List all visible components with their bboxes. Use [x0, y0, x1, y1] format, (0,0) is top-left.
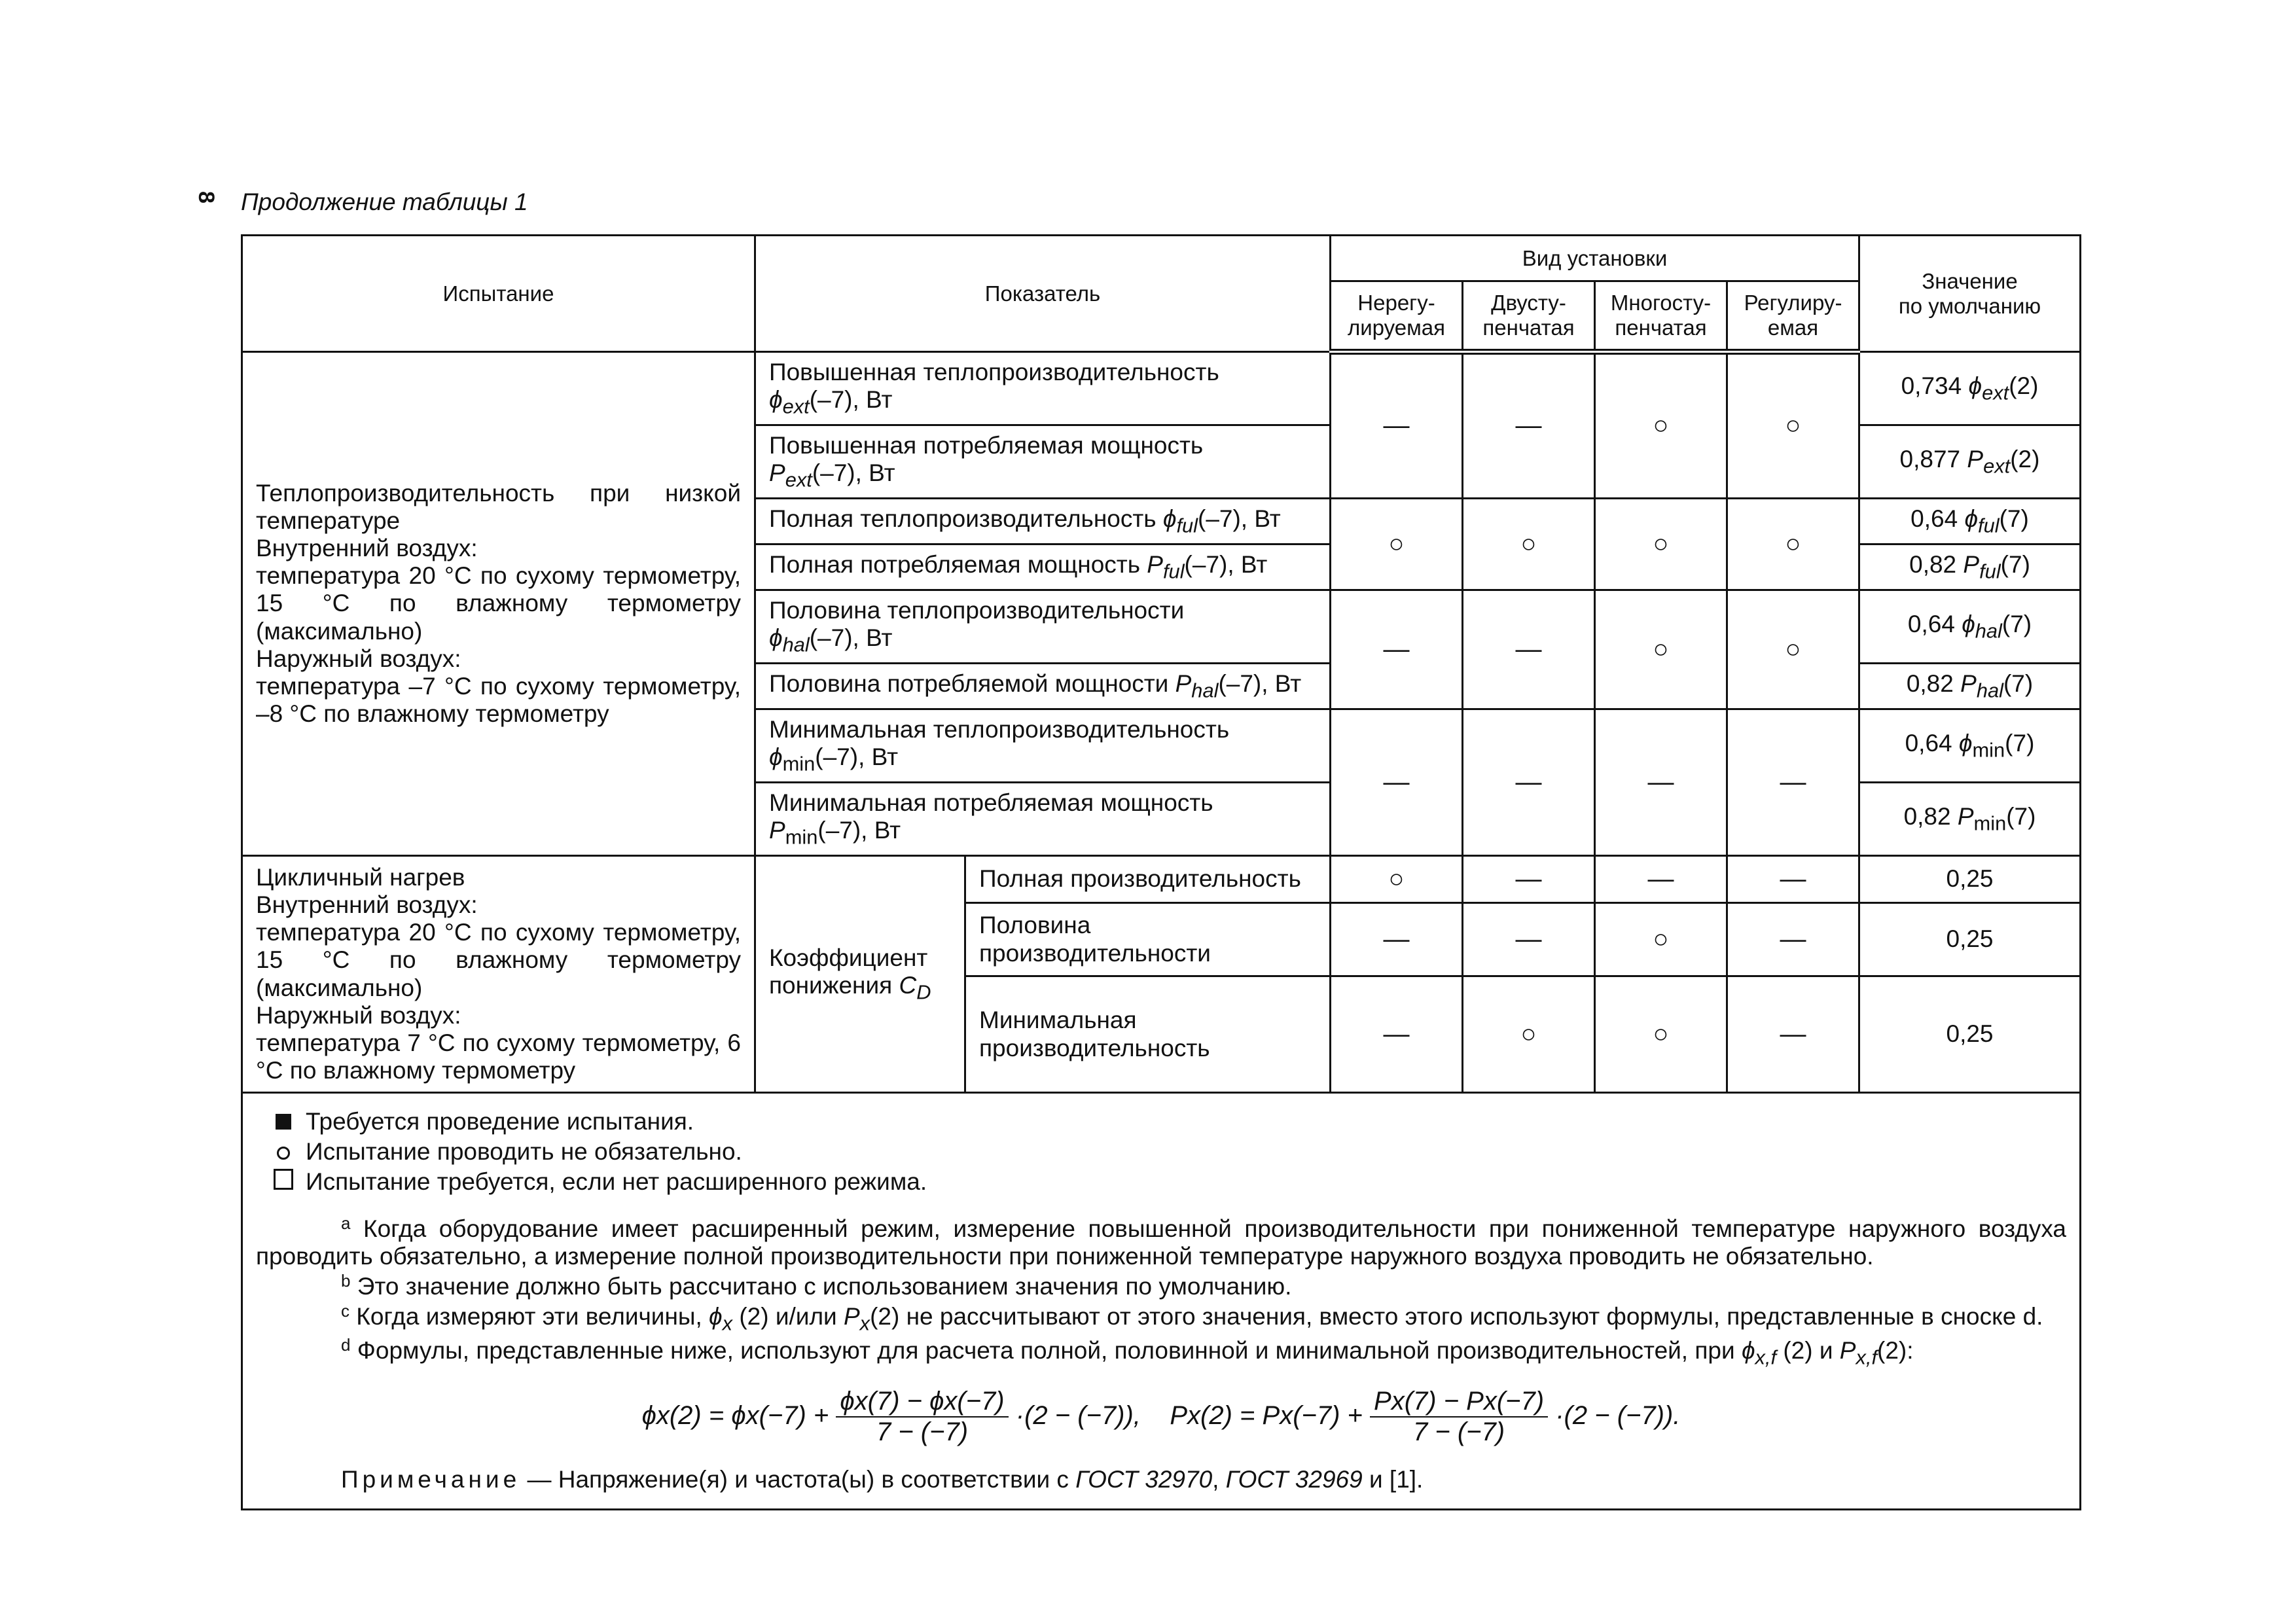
mark-cell: —	[1463, 590, 1595, 709]
mark-cell: ○	[1595, 499, 1727, 590]
mark-cell: —	[1463, 709, 1595, 856]
default-value: 0,25	[1859, 903, 2081, 976]
indicator-row: Минимальная теплопроизводительность $\phi_{min}(-7)$, Вт	[755, 709, 1331, 783]
mark-cell: —	[1463, 352, 1595, 499]
page-number: 8	[193, 191, 219, 204]
default-value: 0,877 $P_{ext}(2)$	[1859, 425, 2081, 499]
mark-cell: ○	[1463, 976, 1595, 1093]
default-value: 0,82 $P_{min}(7)$	[1859, 783, 2081, 856]
legend-item: Испытание требуется, если нет расширенного режима.	[270, 1168, 2066, 1196]
mark-cell: —	[1727, 709, 1859, 856]
mark-cell: —	[1595, 856, 1727, 903]
mark-cell: —	[1463, 903, 1595, 976]
filled-square-icon	[276, 1114, 291, 1130]
mark-cell: —	[1331, 352, 1463, 499]
open-square-icon	[274, 1169, 293, 1190]
header-indicator: Показатель	[755, 236, 1331, 352]
table-note: Примечание — Напряжение(я) и частота(ы) в соответствии с ГОСТ 32970, ГОСТ 32969 и [1].	[341, 1465, 1424, 1493]
default-value: 0,82 $P_{hal}(7)$	[1859, 664, 2081, 709]
footnote-c: $^c$ Когда измеряют эти величины, $\phi_x$ (2) и/или $P_x(2)$ не рассчитывают от этого значения, вместо этого используют формулы, представленные в сноске d.	[341, 1301, 2043, 1335]
default-value: 0,734 $\phi_{ext}(2)$	[1859, 352, 2081, 425]
indicator-row: Половина производительности	[965, 903, 1331, 976]
indicator-row: Полная потребляемая мощность $P_{ful}(-7)$, Вт	[755, 544, 1331, 590]
table-caption: Продолжение таблицы 1	[241, 188, 528, 215]
mark-cell: ○	[1595, 352, 1727, 499]
mark-cell: ○	[1463, 499, 1595, 590]
mark-cell: ○	[1727, 352, 1859, 499]
table-footer	[242, 1093, 2081, 1510]
data-table	[241, 234, 2081, 1510]
footnote-a: $^a$ Когда оборудование имеет расширенный режим, измерение повышенной производительности при пониженной температуре наружного воздуха проводить обязательно, а измерение полной производительности при пониженной температуре наружного воздуха проводить не обязательно.	[256, 1213, 2067, 1270]
mark-cell: —	[1595, 709, 1727, 856]
test-cyclic-heating: Цикличный нагрев Внутренний воздух: температура 20 °С по сухому термометру, 15 °С по влажному термометру (максимально) Наружный воздух: температура 7 °С по сухому термометру, 6 °С по влажному термометру	[242, 856, 755, 1093]
mark-cell: —	[1331, 903, 1463, 976]
circle-icon	[277, 1147, 290, 1160]
test-low-temp-heating: Теплопроизводительность при низкой температуре Внутренний воздух: температура 20 °С по сухому термометру, 15 °С по влажному термометру (максимально) Наружный воздух: температура –7 °С по сухому термометру, –8 °С по влажному термометру	[242, 352, 755, 856]
default-value: 0,25	[1859, 856, 2081, 903]
formula: ϕx(2) = ϕx(−7) + $\frac{\phi x(7) - \phi x(-7)}{7 - (-7)}$ ·(2 − (−7)), Px(2) = Px(−7) + $\frac{Px(7) - Px(-7)}{7 - (-7)}$ ·(2 − (−7)).	[641, 1386, 1681, 1447]
indicator-row: Повышенная теплопроизводительность $\phi_{ext}(-7)$, Вт	[755, 352, 1331, 425]
indicator-row: Полная производительность	[965, 856, 1331, 903]
legend-item: Требуется проведение испытания.	[270, 1108, 2066, 1135]
default-value: 0,64 $\phi_{hal}(7)$	[1859, 590, 2081, 664]
default-value: 0,64 $\phi_{min}(7)$	[1859, 709, 2081, 783]
header-test: Испытание	[242, 236, 755, 352]
mark-cell: ○	[1595, 590, 1727, 709]
mark-cell: —	[1727, 903, 1859, 976]
coefficient-label: Коэффициент понижения $C_D$	[755, 856, 965, 1093]
mark-cell: —	[1331, 590, 1463, 709]
indicator-row: Минимальная потребляемая мощность $P_{min}(-7)$, Вт	[755, 783, 1331, 856]
mark-cell: ○	[1727, 499, 1859, 590]
header-two-stage: Двусту- пенчатая	[1463, 281, 1595, 352]
mark-cell: ○	[1331, 499, 1463, 590]
footnote-d: $^d$ Формулы, представленные ниже, используют для расчета полной, половинной и минимальной производительностей, при $\phi_{x,f}$ (2) и $P_{x,f}(2)$:	[341, 1335, 1914, 1369]
footnote-b: $^b$ Это значение должно быть рассчитано с использованием значения по умолчанию.	[341, 1271, 1292, 1300]
mark-cell: ○	[1595, 976, 1727, 1093]
default-value: 0,25	[1859, 976, 2081, 1093]
mark-cell: ○	[1595, 903, 1727, 976]
indicator-row: Минимальная производительность	[965, 976, 1331, 1093]
mark-cell: —	[1331, 709, 1463, 856]
default-value: 0,82 $P_{ful}(7)$	[1859, 544, 2081, 590]
default-value: 0,64 $\phi_{ful}(7)$	[1859, 499, 2081, 544]
mark-cell: ○	[1727, 590, 1859, 709]
header-default: Значение по умолчанию	[1859, 236, 2081, 352]
header-multi-stage: Многосту- пенчатая	[1595, 281, 1727, 352]
indicator-row: Повышенная потребляемая мощность $P_{ext}(-7)$, Вт	[755, 425, 1331, 499]
mark-cell: ○	[1331, 856, 1463, 903]
indicator-row: Полная теплопроизводительность $\phi_{ful}(-7)$, Вт	[755, 499, 1331, 544]
header-install-type: Вид установки	[1331, 236, 1859, 281]
header-regulated: Регулиру- емая	[1727, 281, 1859, 352]
header-unregulated: Нерегу- лируемая	[1331, 281, 1463, 352]
mark-cell: —	[1463, 856, 1595, 903]
indicator-row: Половина потребляемой мощности $P_{hal}(-7)$, Вт	[755, 664, 1331, 709]
legend-item: Испытание проводить не обязательно.	[270, 1138, 2066, 1166]
mark-cell: —	[1331, 976, 1463, 1093]
indicator-row: Половина теплопроизводительности $\phi_{hal}(-7)$, Вт	[755, 590, 1331, 664]
mark-cell: —	[1727, 976, 1859, 1093]
mark-cell: —	[1727, 856, 1859, 903]
